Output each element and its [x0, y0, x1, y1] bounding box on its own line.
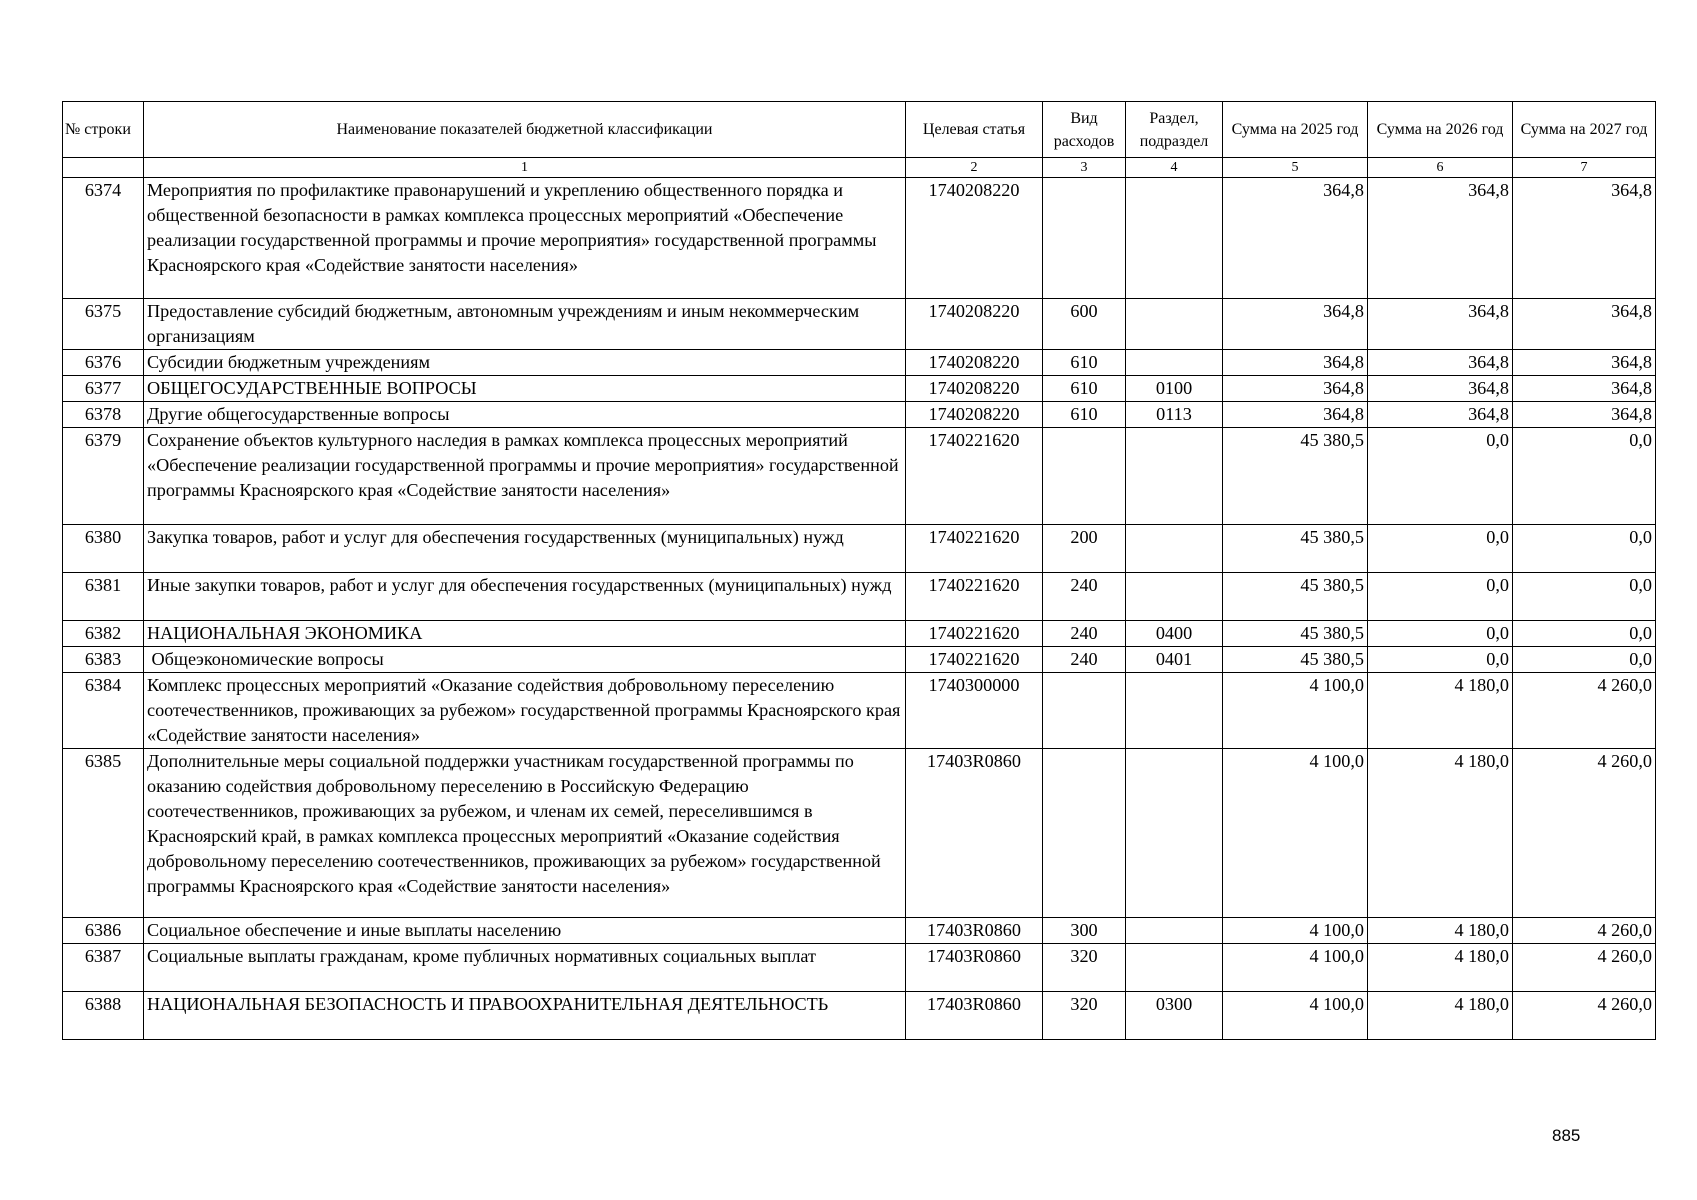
- row-number: 6381: [63, 573, 144, 621]
- table-body: [63, 178, 1656, 1040]
- row-sum-2026: 4 180,0: [1368, 918, 1513, 944]
- row-name: НАЦИОНАЛЬНАЯ БЕЗОПАСНОСТЬ И ПРАВООХРАНИТЕЛЬНАЯ ДЕЯТЕЛЬНОСТЬ: [144, 992, 906, 1040]
- row-sum-2025: 45 380,5: [1223, 621, 1368, 647]
- row-number: 6383: [63, 647, 144, 673]
- table-row: [63, 573, 1656, 621]
- row-target-article: 1740221620: [906, 573, 1043, 621]
- row-section: 0113: [1126, 402, 1223, 428]
- row-number: 6374: [63, 178, 144, 299]
- row-number: 6376: [63, 350, 144, 376]
- column-number: 6: [1368, 158, 1513, 178]
- row-sum-2027: 4 260,0: [1513, 944, 1656, 992]
- row-section: [1126, 178, 1223, 299]
- row-section: [1126, 673, 1223, 749]
- row-target-article: 1740221620: [906, 621, 1043, 647]
- row-expense-kind: 600: [1043, 299, 1126, 350]
- row-name: Социальное обеспечение и иные выплаты населению: [144, 918, 906, 944]
- row-name: Субсидии бюджетным учреждениям: [144, 350, 906, 376]
- column-number: 1: [144, 158, 906, 178]
- row-sum-2027: 0,0: [1513, 428, 1656, 525]
- row-sum-2025: 364,8: [1223, 350, 1368, 376]
- header-target: Целевая статья: [906, 102, 1043, 158]
- row-sum-2026: 4 180,0: [1368, 749, 1513, 918]
- row-sum-2026: 0,0: [1368, 621, 1513, 647]
- row-number: 6385: [63, 749, 144, 918]
- table-row: [63, 918, 1656, 944]
- row-sum-2026: 0,0: [1368, 525, 1513, 573]
- row-sum-2026: 4 180,0: [1368, 944, 1513, 992]
- row-sum-2027: 364,8: [1513, 178, 1656, 299]
- row-expense-kind: [1043, 673, 1126, 749]
- table-row: [63, 944, 1656, 992]
- row-sum-2025: 4 100,0: [1223, 944, 1368, 992]
- row-target-article: 1740300000: [906, 673, 1043, 749]
- row-section: [1126, 525, 1223, 573]
- row-section: [1126, 918, 1223, 944]
- row-sum-2025: 364,8: [1223, 299, 1368, 350]
- table-row: [63, 402, 1656, 428]
- budget-table: [62, 101, 1656, 1040]
- row-target-article: 17403R0860: [906, 918, 1043, 944]
- row-section: 0400: [1126, 621, 1223, 647]
- row-section: [1126, 428, 1223, 525]
- header-name: Наименование показателей бюджетной классификации: [144, 102, 906, 158]
- row-sum-2027: 4 260,0: [1513, 918, 1656, 944]
- row-section: 0300: [1126, 992, 1223, 1040]
- row-number: 6386: [63, 918, 144, 944]
- header-row: [63, 102, 1656, 158]
- table-row: [63, 647, 1656, 673]
- header-row-no: № строки: [63, 102, 144, 158]
- table-row: [63, 992, 1656, 1040]
- row-section: [1126, 299, 1223, 350]
- row-expense-kind: 200: [1043, 525, 1126, 573]
- row-expense-kind: 320: [1043, 944, 1126, 992]
- row-sum-2026: 0,0: [1368, 647, 1513, 673]
- row-name: Общеэкономические вопросы: [144, 647, 906, 673]
- row-sum-2026: 364,8: [1368, 402, 1513, 428]
- header-sum-2026: Сумма на 2026 год: [1368, 102, 1513, 158]
- row-target-article: 1740208220: [906, 350, 1043, 376]
- row-name: Другие общегосударственные вопросы: [144, 402, 906, 428]
- row-sum-2027: 0,0: [1513, 647, 1656, 673]
- row-number: 6382: [63, 621, 144, 647]
- row-sum-2025: 364,8: [1223, 178, 1368, 299]
- row-sum-2027: 0,0: [1513, 573, 1656, 621]
- row-target-article: 1740208220: [906, 376, 1043, 402]
- table-row: [63, 673, 1656, 749]
- header-sum-2027: Сумма на 2027 год: [1513, 102, 1656, 158]
- column-number: 3: [1043, 158, 1126, 178]
- row-sum-2025: 4 100,0: [1223, 918, 1368, 944]
- header-sum-2025: Сумма на 2025 год: [1223, 102, 1368, 158]
- table-row: [63, 178, 1656, 299]
- row-sum-2026: 364,8: [1368, 350, 1513, 376]
- row-target-article: 17403R0860: [906, 749, 1043, 918]
- row-target-article: 17403R0860: [906, 992, 1043, 1040]
- row-name: Закупка товаров, работ и услуг для обеспечения государственных (муниципальных) нужд: [144, 525, 906, 573]
- row-sum-2026: 4 180,0: [1368, 673, 1513, 749]
- row-expense-kind: 240: [1043, 647, 1126, 673]
- table-row: [63, 428, 1656, 525]
- column-number: 4: [1126, 158, 1223, 178]
- row-section: [1126, 749, 1223, 918]
- row-sum-2027: 0,0: [1513, 525, 1656, 573]
- row-target-article: 17403R0860: [906, 944, 1043, 992]
- row-expense-kind: 240: [1043, 621, 1126, 647]
- table-row: [63, 749, 1656, 918]
- row-sum-2025: 4 100,0: [1223, 673, 1368, 749]
- row-expense-kind: 610: [1043, 376, 1126, 402]
- row-expense-kind: 610: [1043, 350, 1126, 376]
- row-sum-2027: 364,8: [1513, 299, 1656, 350]
- row-sum-2027: 364,8: [1513, 350, 1656, 376]
- row-expense-kind: 240: [1043, 573, 1126, 621]
- table-row: [63, 299, 1656, 350]
- row-sum-2026: 364,8: [1368, 178, 1513, 299]
- row-sum-2026: 4 180,0: [1368, 992, 1513, 1040]
- row-sum-2027: 0,0: [1513, 621, 1656, 647]
- page-number: 885: [1552, 1126, 1581, 1145]
- row-name: НАЦИОНАЛЬНАЯ ЭКОНОМИКА: [144, 621, 906, 647]
- row-target-article: 1740221620: [906, 428, 1043, 525]
- table-row: [63, 621, 1656, 647]
- row-target-article: 1740208220: [906, 402, 1043, 428]
- row-name: Дополнительные меры социальной поддержки участникам государственной программы по оказанию содействия добровольному переселению в Российскую Федерацию соотечественников, проживающих за рубежом, и членам их семей, переселившимся в Красноярский край, в рамках комплекса процессных мероприятий «Оказание содействия добровольному переселению соотечественников, проживающих за рубежом» государственной программы Красноярского края «Содействие занятости населения»: [144, 749, 906, 918]
- row-sum-2027: 4 260,0: [1513, 749, 1656, 918]
- row-sum-2025: 4 100,0: [1223, 749, 1368, 918]
- header-kind: Вид расходов: [1043, 102, 1126, 158]
- row-expense-kind: 610: [1043, 402, 1126, 428]
- row-section: [1126, 944, 1223, 992]
- row-number: 6378: [63, 402, 144, 428]
- row-name: Иные закупки товаров, работ и услуг для обеспечения государственных (муниципальных) нужд: [144, 573, 906, 621]
- table-row: [63, 525, 1656, 573]
- row-sum-2025: 45 380,5: [1223, 525, 1368, 573]
- row-expense-kind: 300: [1043, 918, 1126, 944]
- table-row: [63, 376, 1656, 402]
- table-row: [63, 350, 1656, 376]
- row-sum-2027: 364,8: [1513, 402, 1656, 428]
- row-number: 6388: [63, 992, 144, 1040]
- row-section: 0100: [1126, 376, 1223, 402]
- row-name: Предоставление субсидий бюджетным, автономным учреждениям и иным некоммерческим организациям: [144, 299, 906, 350]
- row-expense-kind: [1043, 428, 1126, 525]
- row-section: [1126, 350, 1223, 376]
- row-section: [1126, 573, 1223, 621]
- row-sum-2026: 0,0: [1368, 573, 1513, 621]
- row-section: 0401: [1126, 647, 1223, 673]
- row-sum-2025: 45 380,5: [1223, 647, 1368, 673]
- row-sum-2025: 4 100,0: [1223, 992, 1368, 1040]
- row-expense-kind: [1043, 178, 1126, 299]
- row-number: 6387: [63, 944, 144, 992]
- column-number: 7: [1513, 158, 1656, 178]
- row-number: 6380: [63, 525, 144, 573]
- row-sum-2025: 45 380,5: [1223, 573, 1368, 621]
- header-section: Раздел, подраздел: [1126, 102, 1223, 158]
- row-sum-2027: 364,8: [1513, 376, 1656, 402]
- column-number: 5: [1223, 158, 1368, 178]
- row-sum-2025: 45 380,5: [1223, 428, 1368, 525]
- row-number: 6384: [63, 673, 144, 749]
- column-number-row: [63, 158, 1656, 178]
- row-sum-2027: 4 260,0: [1513, 992, 1656, 1040]
- row-number: 6379: [63, 428, 144, 525]
- row-expense-kind: 320: [1043, 992, 1126, 1040]
- row-sum-2026: 0,0: [1368, 428, 1513, 525]
- column-number-blank: [63, 158, 144, 178]
- row-sum-2026: 364,8: [1368, 376, 1513, 402]
- row-number: 6375: [63, 299, 144, 350]
- row-expense-kind: [1043, 749, 1126, 918]
- row-name: Комплекс процессных мероприятий «Оказание содействия добровольному переселению соотечественников, проживающих за рубежом» государственной программы Красноярского края «Содействие занятости населения»: [144, 673, 906, 749]
- row-name: Мероприятия по профилактике правонарушений и укреплению общественного порядка и общественной безопасности в рамках комплекса процессных мероприятий «Обеспечение реализации государственной программы и прочие мероприятия» государственной программы Красноярского края «Содействие занятости населения»: [144, 178, 906, 299]
- row-sum-2025: 364,8: [1223, 402, 1368, 428]
- row-target-article: 1740221620: [906, 647, 1043, 673]
- row-name: Сохранение объектов культурного наследия в рамках комплекса процессных мероприятий «Обеспечение реализации государственной программы и прочие мероприятия» государственной программы Красноярского края «Содействие занятости населения»: [144, 428, 906, 525]
- row-target-article: 1740208220: [906, 178, 1043, 299]
- row-sum-2027: 4 260,0: [1513, 673, 1656, 749]
- row-name: ОБЩЕГОСУДАРСТВЕННЫЕ ВОПРОСЫ: [144, 376, 906, 402]
- column-number: 2: [906, 158, 1043, 178]
- row-target-article: 1740208220: [906, 299, 1043, 350]
- row-name: Социальные выплаты гражданам, кроме публичных нормативных социальных выплат: [144, 944, 906, 992]
- row-number: 6377: [63, 376, 144, 402]
- row-sum-2026: 364,8: [1368, 299, 1513, 350]
- row-target-article: 1740221620: [906, 525, 1043, 573]
- row-sum-2025: 364,8: [1223, 376, 1368, 402]
